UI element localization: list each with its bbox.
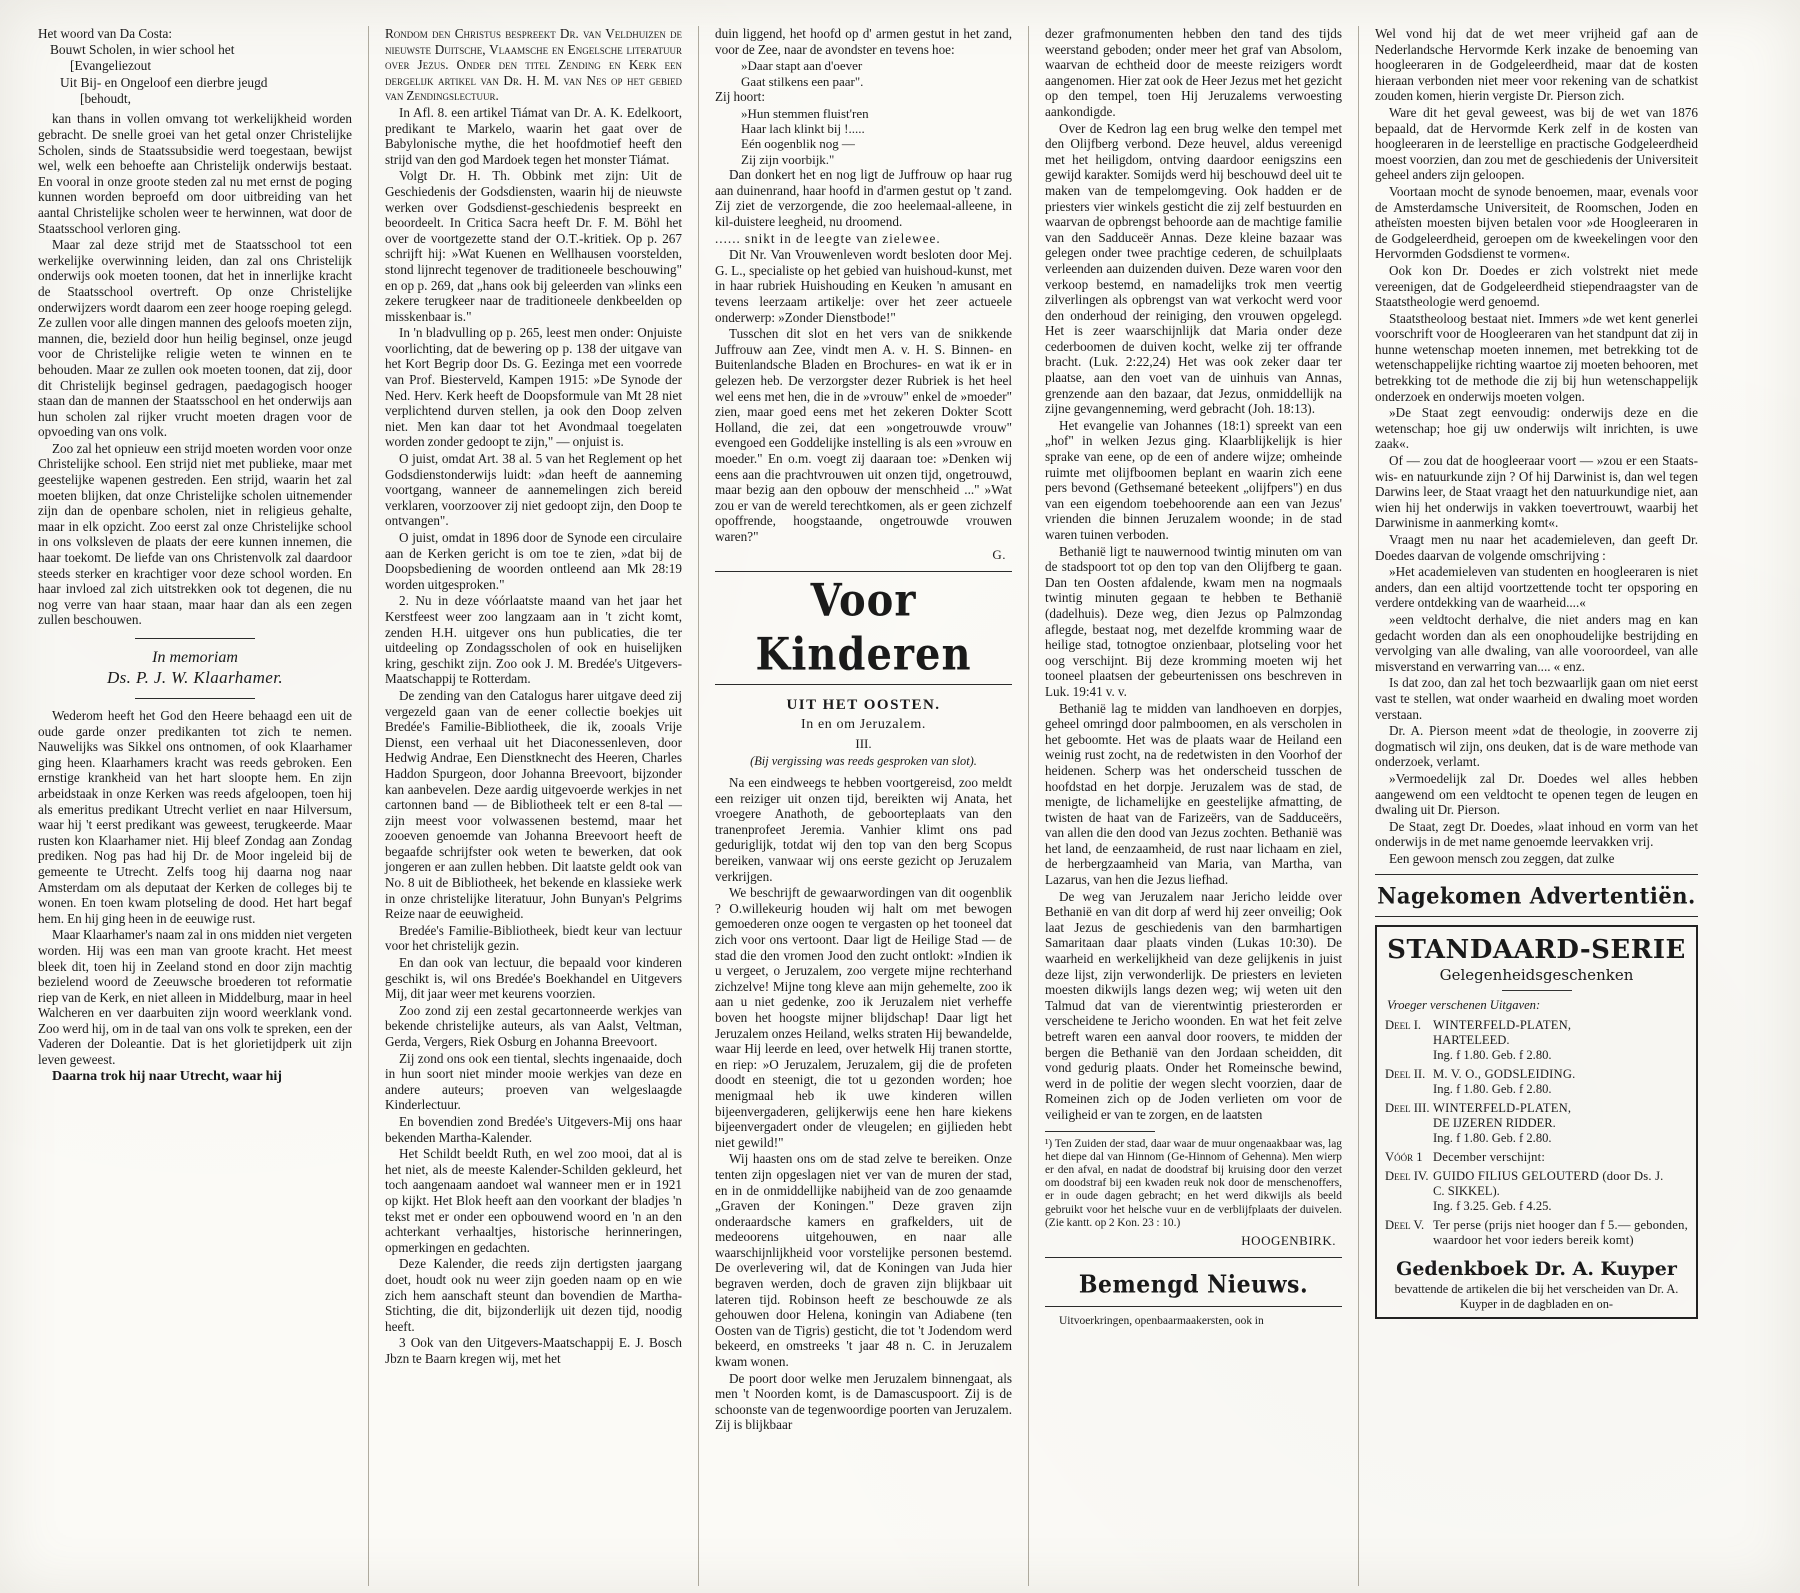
motto-block (38, 42, 352, 108)
section-divider (715, 684, 1012, 685)
body-paragraph: ...... snikt in de leegte van zielewee. (715, 230, 941, 246)
ad-item-label: Deel II. (1385, 1067, 1426, 1082)
ad-intro: Vroeger verschenen Uitgaven: (1387, 998, 1541, 1013)
body-paragraph: Zij zond ons ook een tiental, slechts ingenaaide, doch in hun soort niet minder mooie werkjes van deze en andere auteurs; proeven van welgeslaagde Kinderlectuur. (385, 1050, 682, 1113)
section-divider (135, 698, 255, 699)
column-1 (38, 26, 368, 1586)
article-subheading: In en om Jeruzalem. (801, 717, 926, 733)
body-paragraph: Vraagt men nu naar het academieleven, dan geeft Dr. Doedes daarvan de volgende omschrijving : (1375, 532, 1698, 563)
section-masthead: Voor Kinderen (755, 574, 972, 681)
body-paragraph: »Het academieleven van studenten en hoogleeraren is niet anders, dan een altijd voortzettende tocht ter opsporing en verdere ontdekking van de waarheid....« (1375, 564, 1698, 611)
body-paragraph: De weg van Jeruzalem naar Jericho leidde over Bethanië en van dit dorp af werd hij zeer onveilig; Ook laat Jezus de geschiedenis van den barmhartigen Samaritaan daar plaats vinden (Lukas 10:30). De waarheid en werkelijkheid van deze gelijkenis in juist deze lijst, zijn verwonderlijk. De priesters en levieten moesten dikwijls langs dezen weg; wij weten uit den Talmud dat van de vierentwintig priesterorden er verscheidene te Jericho woonden. En wat het feit zelve betreft waren een aanval door roovers, te midden der bergen die Bethanië van den Jordaan scheidden, dit vond gedurig plaats. Onder het Romeinsche bewind, werd in de politie der wegen slecht voorzien, daar de Romeinen zich op de Joden verlieten om voor de veiligheid er van te zorgen, en de laatsten (1045, 888, 1342, 1122)
ad-subtitle: Gelegenheidsgeschenken (1439, 966, 1634, 985)
body-paragraph: Maar zal deze strijd met de Staatsschool tot een werkelijke overwinning leiden, dan zal ons Christelijk onderwijs ook moeten toonen, dat het in innerlijke kracht de Staatsschool overtreft. Op onze Christelijke onderwijzers wordt daarom een zeer hooge roeping gelegd. Ze zullen voor alle dingen mannen des geloofs moeten zijn, mannen, die, bezield door hun heilig beginsel, onze jeugd voor de Christelijke religie weten te winnen en te behouden. Maar ze zullen ook moeten toonen, dat zij, door dit Christelijk beginsel gedragen, paedagogisch hooger staan dan de mannen der Staatsschool en het onderwijs aan hun scholen zal rijker vrucht moeten dragen voor de opvoeding van ons volk. (38, 237, 352, 440)
body-paragraph: De zending van den Catalogus harer uitgave deed zij vergezeld gaan van de eener collectie boekjes uit Bredée's Familie-Bibliotheek, die ik, zooals Vrije Dienst, een verhaal uit het Diaconessenleven, door Hedwig Andrae, Een Dienstknecht des Heeren, Charles Haddon Spurgeon, door Johanna Breevoort, bijzonder kan aanbevelen. Deze aardig uitgevoerde werkjes in net cartonnen band — de Bibliotheek telt er een 8-tal — zijn meest voor volwassenen bestemd, maar het zooeven genoemde van Johanna Breevoort heeft de begaafde schrijfster ook weten te bewerken, dat ook jongeren er aan zullen hebben. Dit laatste geldt ook van No. 8 uit de Bibliotheek, het bekende en klassieke werk in onze christelijke literatuur, John Bunyan's Pelgrims Reize naar de eeuwigheid. (385, 687, 682, 922)
ad-item-label: Deel V. (1385, 1218, 1425, 1233)
footnote-text: ¹) Ten Zuiden der stad, daar waar de muur ongenaakbaar was, lag het diepe dal van Hinnom (Ge-Hinnom of Gehenna). Men wierp er den afval, en nadat de doodstraf bij kruising door den verzet om doodstraf bij een kwaden reuk nok door de menschenoffers, er in oude dagen gebracht; en het werd dikwijls als beeld gebruikt voor het helsche vuur en de verblijfplaats der duivelen. (Zie kantt. op 2 Kon. 23 : 10.) (1045, 1137, 1342, 1229)
section-divider (135, 638, 255, 639)
body-paragraph: O juist, omdat in 1896 door de Synode een circulaire aan de Kerken gericht is om toe te zien, »dat bij de Doopsbediening de woorden ontleend aan Mk 28:19 worden uitgesproken." (385, 530, 682, 592)
body-paragraph: Het Schildt beeldt Ruth, en wel zoo mooi, dat al is het niet, als de meeste Kalender-Schilden gekleurd, het toch aangenaam aandoet wal wanneer men er in 1921 op kijkt. Het Blok heeft aan den voorkant der bladjes 'n tekst met er onder een opbouwend woord en 'n an den achterkant verhaaltjes, historische herinneringen, opmerkingen en gedachten. (385, 1146, 682, 1255)
body-paragraph: Ook kon Dr. Doedes er zich volstrekt niet mede vereenigen, dat de Godgeleerdheid stiependraagster van de Staatstheologie werd genoemd. (1375, 262, 1698, 310)
body-paragraph: En dan ook van lectuur, die bepaald voor kinderen geschikt is, wil ons Bredée's Boekhandel en Uitgevers Mij, dit jaar weer met keurens voorzien. (385, 955, 682, 1002)
article-part-number: III. (855, 736, 872, 752)
column-2 (368, 26, 698, 1586)
body-paragraph: Rondom den Christus bespreekt Dr. van Veldhuizen de nieuwste Duitsche, Vlaamsche en Engelsche literatuur over Jezus. Onder den titel Zending en Kerk een dergelijk artikel van Dr. H. M. van Nes op het gebied van Zendingslectuur. (385, 26, 682, 104)
body-paragraph: En bovendien zond Bredée's Uitgevers-Mij ons haar bekenden Martha-Kalender. (385, 1113, 682, 1145)
body-paragraph: Volgt Dr. H. Th. Obbink met zijn: Uit de Geschiedenis der Godsdiensten, waarin hij de nieuwste werken over Godsdienst-geschiedenis bespreekt en beoordeelt. In Critica Sacra heeft Dr. F. M. Böhl het over de voortgezette stand der O.T.-kritiek. Op p. 267 schrijft hij: »Wat Kuenen en Wellhausen voorstelden, stond lijnrecht tegenover de traditioneele beschouwing" en op p. 269, dat „hans ook bij geleerden van »links een zekere terugkeer naar de traditioneele denkbeelden op misskenbaar is." (385, 168, 682, 324)
body-paragraph: 3 Ook van den Uitgevers-Maatschappij E. J. Bosch Jbzn te Baarn kregen wij, met het (385, 1335, 682, 1366)
body-paragraph: Dit Nr. Van Vrouwenleven wordt besloten door Mej. G. L., specialiste op het gebied van huishoud-kunst, met in haar rubriek Huishouding en Keuken 'n amusant en tevens leerzaam artikelje: over het zeer actueele onderwerp: »Zonder Dienstbode!" (715, 247, 1012, 325)
ad-item-line: WINTERFELD-PLATEN, (1433, 1018, 1572, 1033)
body-paragraph: We beschrijft de gewaarwordingen van dit oogenblik ? O.willekeurig houden wij halt om met bewogen gemoederen onze oogen te vergasten op het tooneel dat zich voor ons vertoont. Daar ligt de Heilige Stad — de stad die den vromen Jood den zucht ontlokt: »Indien ik u vergeet, o Jeruzalem, zoo vergete mijne rechterhand zichzelve! Mijne tong kleve aan mijn gehemelte, zoo ik aan u niet gedenke, zoo ik Jeruzalem niet verheffe boven het hoogste mijner blijdschap! Daar ligt het Jeruzalem onzes Heiland, welks straten Hij bewandelde, waar Hij leerde en leed, over hetwelk Hij tranen stortte, en riep: »O Jeruzalem, Jeruzalem, gij die de profeten doodt en steenigt, die tot u gezonden worden; hoe menigmaal heb ik uwe kinderen willen bijeenvergaderen, gelijkerwijs eene hen hare kiekens bijeenvergadert onder de vleugelen; en gijlieden hebt niet gewild!" (715, 885, 1012, 1150)
body-paragraph: »Vermoedelijk zal Dr. Doedes wel alles hebben aangewend om een veldtocht te openen tegen de leugen en dwaling uit Dr. Pierson. (1375, 770, 1698, 818)
ad-footer-body: bevattende de artikelen die bij het verscheiden van Dr. A. Kuyper in de dagbladen en on- (1394, 1282, 1679, 1311)
ad-item-line: December verschijnt: (1433, 1150, 1546, 1165)
section-masthead-mixed-news: Bemengd Nieuws. (1078, 1270, 1309, 1299)
section-divider (715, 571, 1012, 572)
page-columns (38, 26, 1770, 1586)
footnote-divider (1045, 1131, 1155, 1132)
ad-list-item[interactable] (1385, 1218, 1688, 1248)
column-5 (1358, 26, 1698, 1586)
ad-title: STANDAARD-SERIE (1387, 935, 1686, 966)
body-paragraph: Na een eindweegs te hebben voortgereisd, zoo meldt een reiziger uit onzen tijd, bereikten wij Anata, het vroegere Anathoth, de geboorteplaats van den tranenprofeet Jeremia. Vanhier klimt ons pad geduriglijk, totdat wij den top van den berg Scopus bereiken, vanwaar wij ons eerste gezicht op Jeruzalem verkrijgen. (715, 775, 1012, 884)
section-divider (1045, 1306, 1342, 1307)
ad-item-label: Vóór 1 (1385, 1150, 1423, 1165)
body-paragraph: Deze Kalender, die reeds zijn dertigsten jaargang doet, houdt ook nu weer zijn goeden naam op en wie zich hem aanschaft steunt dan bovendien de Martha-Stichting, die dit, bijzonderlijk uit dezen tijd, noodig heeft. (385, 1256, 682, 1334)
section-masthead-advertisements: Nagekomen Advertentiën. (1377, 882, 1696, 910)
memoriam-heading (38, 648, 352, 688)
column-4 (1028, 26, 1358, 1586)
body-paragraph: Uitvoerkringen, openbaarmaakersten, ook in (1059, 1314, 1264, 1327)
ad-item-price: Ing. f 3.25. Geb. f 4.25. (1433, 1199, 1552, 1214)
column-3 (698, 26, 1028, 1586)
memoriam-name: Ds. P. J. W. Klaarhamer. (106, 668, 283, 688)
ad-item-line: GUIDO FILIUS GELOUTERD (door Ds. J. (1433, 1169, 1664, 1184)
verse-line: Haar lach klinkt bij !..... (741, 121, 865, 136)
ad-item-body (1433, 1067, 1688, 1097)
verse-line: »Daar stapt aan d'oever (741, 58, 863, 74)
body-paragraph: Dr. A. Pierson meent »dat de theologie, in zooverre zij dogmatisch wil zijn, ons deuken, dat is de ware methode van onderzoek, verlamt. (1375, 723, 1698, 770)
article-heading: UIT HET OOSTEN. (786, 697, 941, 714)
body-paragraph: Bethanië lag te midden van landhoeven en dorpjes, geheel omringd door palmboomen, en als verscholen in het geboomte. Het was de plaats waar de Heiland een weinig rust zocht, na de redetwisten in den Voorhof der heidenen. Scherp was het onderscheid tusschen de hoofdstad en het dorpje. Jeruzalem was de stad, de menigte, de lichamelijke en geestelijke afmatting, de twisten de haat van de Farizeërs, van de Sadduceërs, van allen die den dood van Jezus zochten. Bethanië was het land, de eenzaamheid, de rust naar lichaam en ziel, de herbergzaamheid van Maria, van Martha, van Lazarus, van hen die Jezus liefhad. (1045, 700, 1342, 888)
body-paragraph: Daarna trok hij naar Utrecht, waar hij (52, 1068, 282, 1084)
body-paragraph: Maar Klaarhamer's naam zal in ons midden niet vergeten worden. Hij was een man van groote kracht. Het meest bleek dit, toen hij in Zeeland stond en door zijn machtig bezielend woord de Zeeuwsche broederen tot reformatie riep van de Kerk, en niet alleen in Middelburg, maar in heel Walcheren en ver daarbuiten zijn woord weerklank vond. Zoo werd hij, om in de taal van ons volk te spreken, een der Vaderen der Doleantie. Dat is het glorietijdperk uit zijn leven geweest. (38, 927, 352, 1068)
body-paragraph: Zij hoort: (715, 89, 765, 104)
body-paragraph: Of — zou dat de hoogleeraar voort — »zou er een Staats- wis- en natuurkunde zijn ? Of hij Darwinist is, dan wel tegen Darwins leer, de Staat vraagt het den natuurkundige niet, aan wien hij het onderwijs in vakken toevertrouwt, waarbij het Darwinisme in aanmerking komt«. (1375, 453, 1698, 531)
body-paragraph: O juist, omdat Art. 38 al. 5 van het Reglement op het Godsdienstonderwijs luidt: »dan heeft de aanneming voortgang, wanneer de aannemelingen zich bereid verklaren, voorzoover zij niet gedoopt zijn, den Doop te ontvangen". (385, 451, 682, 529)
body-paragraph: duin liggend, het hoofd op d' armen gestut in het zand, voor de Zee, naar de avondster en tevens hoe: (715, 26, 1012, 57)
ad-item-price: Ing. f 1.80. Geb. f 2.80. (1433, 1048, 1552, 1063)
ad-item-price: Ing. f 1.80. Geb. f 2.80. (1433, 1131, 1552, 1146)
body-paragraph: Dan donkert het en nog ligt de Juffrouw op haar rug aan duinenrand, haar hoofd in d'armen gestut op 't zand. Zij ziet de verzorgende, die zoo heelemaal-alleene, in kil-duistere leegheid, nu droomend. (715, 167, 1012, 229)
motto-title: Het woord van Da Costa: (38, 26, 173, 41)
ad-item-line: DE IJZEREN RIDDER. (1433, 1116, 1556, 1131)
ad-item-label: Deel III. (1385, 1101, 1430, 1116)
body-paragraph: Wederom heeft het God den Heere behaagd een uit de oude garde onzer predikanten tot zich te nemen. Nauwelijks was Sikkel ons ontnomen, of ook Klaarhamer ging heen. Klaarhamers kracht was reeds gebroken. Een ernstige krankheid van het hart sloopte hem. En zijn arbeidstaak in onze Kerken was reeds afgeloopen, toen hij als emeritus predikant Utrecht verliet en naar Hilversum, waar hij 't eerst predikant was geweest, terugkeerde. Maar rusten kon Klaarhamer niet. Hij bleef Zondag aan Zondag prediken. Nog pas had hij Dr. de Moor ingeleid bij de gemeente te Utrecht. Zelfs toog hij daarna nog naar Amsterdam om als deputaat der Kerken de colleges bij te wonen. En toen kwam plotseling de dood. Het hart begaf hem. En hij ging heen in de eeuwige rust. (38, 708, 352, 926)
ad-item-price: Ing. f 1.80. Geb. f 2.80. (1433, 1082, 1552, 1097)
body-paragraph: Bethanië ligt te nauwernood twintig minuten om van de stadspoort tot op den top van den Olijfberg te gaan. Dan ten Oosten afdalende, kwam men na nogmaals twintig minuten gegaan te hebben te Bethanië (dadelhuis). Deze weg, dien Jezus op Palmzondag aflegde, bestaat nog, met dezelfde kromming waar de heilige stad, totnogtoe onzienbaar, plotseling voor het oog verschijnt. Bij deze kromming moeten wij het tooneel plaatsen der gebeurtenissen ons beschreven in Luk. 19:41 v. v. (1045, 543, 1342, 699)
body-paragraph: Tusschen dit slot en het vers van de snikkende Juffrouw aan Zee, vindt men A. v. H. S. Binnen- en Buitenlandsche Bladen en Brochures- en wat ik er in gelezen heb. De verzorgster dezer Rubriek is het heel wel eens met hen, die in de »vrouw" enkel de »moeder" zien, maar goed eens met het zekeren Dokter Scott Holland, die zei, dat een »ongetrouwde vrouw" evengoed een Goddelijke instelling is als een »vrouw en moeder." En o.m. voegt zij daaraan toe: »Denken wij eens aan die prachtvrouwen uit onzen tijd, ongetrouwd, maar bezig aan den opbouw der menschheid ..." »Wat zou er van de wereld terechtkomen, als er geen zichzelf opoffrende, hoogstaande, ongetrouwde vrouwen waren?" (715, 326, 1012, 544)
article-note: (Bij vergissing was reeds gesproken van slot). (750, 754, 977, 769)
ad-item-line: M. V. O., GODSLEIDING. (1433, 1067, 1576, 1082)
body-paragraph: Wel vond hij dat de wet meer vrijheid gaf aan de Nederlandsche Hervormde Kerk inzake de benoeming van hoogleeraren in de Godgeleerdheid, maar dat de kosten hieraan verbonden niet meer voor rekening van de schatkist zouden komen, hierin vergiste Dr. Pierson zich. (1375, 26, 1698, 104)
motto-line-4: [behoudt, (80, 91, 131, 107)
body-paragraph: Zoo zal het opnieuw een strijd moeten worden voor onze Christelijke school. Een strijd niet met publieke, maar met geestelijke wapenen gestreden. Een strijd, waarin het zal moeten blijken, dat onze Christelijke scholen uitnemender zijn dan de openbare scholen, niet in religieus gehalte, maar in elk opzicht. Zoo eerst zal onze Christelijke school in ons volksleven de plaats der eere kunnen innemen, die haar toekomt. De liefde van ons Christenvolk zal daardoor steeds sterker en krachtiger voor deze school worden. En haar invloed zal zich uitstrekken ook tot degenen, die nu nog verre van haar staan, maar haar dan als een zegen zullen beschouwen. (38, 440, 352, 628)
ad-item-line: C. SIKKEL). (1433, 1184, 1500, 1199)
body-paragraph: Is dat zoo, dan zal het toch bezwaarlijk gaan om niet eerst vast te stellen, wat onder waarheid en dwaling moet worden verstaan. (1375, 675, 1698, 722)
ad-item-label: Deel IV. (1385, 1169, 1429, 1184)
ad-item-line: HARTELEED. (1433, 1033, 1510, 1048)
advertisement-standaard-serie[interactable] (1375, 925, 1698, 1319)
memoriam-title: In memoriam (152, 649, 238, 667)
motto-line-3: Uit Bij- en Ongeloof een dierbre jeugd (60, 74, 268, 90)
body-paragraph: Over de Kedron lag een brug welke den tempel met den Olijfberg verbond. Deze heuvel, aldus vereenigd met het heiligdom, ontving daardoor eenigszins een gewijd karakter. Somijds werd hij beschouwd deel uit te maken van de tempelomgeving. Ook hadden er de priesters vier winkels gesticht die zij zelf bestuurden en waarvan de opbrengst behoorde aan de machtige familie van den Sadduceër Annas. Deze kleine bazaar was gelegen onder twee prachtige cederen, de schuilplaats verleenden aan duizenden duiven. Deze waren voor den verkoop bestemd, en namadelijks trok men veertig zilverlingen als opbrengst van wat verkocht werd voor den onderhoud der reiniging, den vrouwen opgelegd. Het is zeer waarschijnlijk dat Maria onder deze cederboomen de duiven kocht, welke zij ter offrande bracht. (Luk. 2:22,24) Het was ook zeker daar ter plaatse, aan den voet van de uinhuis van Annas, grenzende aan den bazaar, dat Jezus, onmiddellijk na zijne gevangenneming, werd gebracht (Joh. 18:13). (1045, 120, 1342, 417)
ad-list-item[interactable] (1385, 1067, 1688, 1097)
verse-line: Gaat stilkens een paar". (741, 73, 864, 89)
body-paragraph: Zoo zond zij een zestal gecartonneerde werkjes van bekende christelijke auteurs, als van Aalst, Veltman, Gerda, Vergers, Riek Osburg en Johanna Breevoort. (385, 1002, 682, 1049)
verse-line: Zij zijn voorbijk." (741, 151, 835, 167)
article-signature: G. (992, 547, 1006, 563)
ad-item-body (1433, 1018, 1688, 1063)
verse-line: »Hun stemmen fluist'ren (741, 105, 869, 121)
ad-item-line: Ter perse (prijs niet hooger dan f 5.— gebonden, waardoor het voor ieders bereik komt) (1433, 1218, 1688, 1248)
body-paragraph: Een gewoon mensch zou zeggen, dat zulke (1389, 850, 1615, 866)
body-paragraph: Wij haasten ons om de stad zelve te bereiken. Onze tenten zijn opgeslagen niet ver van de muren der stad, en in de onmiddellijke nabijheid van de zoo genaamde „Graven der Koningen." Deze graven zijn onderaardsche kamers en grafkelders, uit de medeoorens uitgehouwen, en naar alle waarschijnlijkheid voor vorstelijke personen bestemd. De overlevering wil, dat de Koningen van Juda hier begraven werden, doch de graven zijn blijkbaar uit lateren tijd. Robinson heeft ze beschouwde ze als gehouwen door Helena, koningin van Adiabene (ten Oosten van de Tigris) gesticht, die tot 't Jodendom werd bekeerd, en omstreeks 't jaar 48 n. C. in Jeruzalem kwam wonen. (715, 1151, 1012, 1370)
ad-item-body (1433, 1218, 1688, 1248)
body-paragraph: In Afl. 8. een artikel Tiámat van Dr. A. K. Edelkoort, predikant te Markelo, waarin het gaat over de Babylonische mythe, die het hoofdmotief heeft den strijd van den god Mardoek tegen het monster Tiámat. (385, 104, 682, 167)
verse-line: Eén oogenblik nog — (741, 136, 855, 152)
ad-list-item[interactable] (1385, 1101, 1688, 1146)
body-paragraph: »De Staat zegt eenvoudig: onderwijs deze en die wetenschap; hoe gij uw onderwijs wilt inrichten, is uwe zaak«. (1375, 405, 1698, 452)
ad-item-body (1433, 1169, 1688, 1214)
ad-list-item (1385, 1150, 1688, 1165)
body-paragraph: Staatstheoloog bestaat niet. Immers »de wet kent generlei voorschrift voor de Hoogleeraren van het standpunt dat zij in hunne wetenschap moeten innemen, met betrekking tot de wetenschappelijke richting waartoe zij moeten behooren, met betrekking tot de methode die zij bij hun wetenschappelijk onderzoek en onderwijs moeten volgen. (1375, 310, 1698, 404)
motto-line-2: [Evangeliezout (70, 58, 152, 74)
body-paragraph: De Staat, zegt Dr. Doedes, »laat inhoud en vorm van het onderwijs in de met name genoemde leervakken vrij. (1375, 818, 1698, 850)
section-divider (1375, 916, 1698, 917)
ad-item-label: Deel I. (1385, 1018, 1422, 1033)
ad-item-body (1433, 1101, 1688, 1146)
section-divider (1375, 874, 1698, 875)
body-paragraph: dezer grafmonumenten hebben den tand des tijds weerstand geboden; onder meer het graf van Absolom, waarvan de echtheid door de meeste reizigers wordt aangenomen. Hier zat ook de Heer Jezus met het gezicht op den tempel, toen Hij Jeruzalems verwoesting aankondigde. (1045, 26, 1342, 119)
body-paragraph: De poort door welke men Jeruzalem binnengaat, als men 't Noorden komt, is de Damascuspoort. Zij is de schoonste van de tegenwoordige poorten van Jeruzalem. Zij is blijkbaar (715, 1370, 1012, 1433)
ad-list-item[interactable] (1385, 1169, 1688, 1214)
motto-line-1: Bouwt Scholen, in wier school het (50, 41, 235, 57)
body-paragraph: In 'n bladvulling op p. 265, leest men onder: Onjuiste voorlichting, dat de bewering op p. 138 der uitgave van het Kort Begrip door Ds. G. Eezinga met een voorrede van Prof. Biesterveld, Kampen 1915: »De Synode der Ned. Herv. Kerk heeft de Doopsformule van Mt 28 niet verplichtend durven stellen, ja ook den Doop zelven niet. Men kan daar tot het Avondmaal toegelaten worden zonder gedoopt te zijn," — onjuist is. (385, 325, 682, 450)
body-paragraph: 2. Nu in deze vóórlaatste maand van het jaar het Kerstfeest weer zoo langzaam aan in 't zicht komt, zenden H.H. uitgever ons hun publicaties, die ter uitdeeling op Zondagsscholen of ook en huiselijken kring, geschikt zijn. Zoo ook J. M. Bredée's Uitgevers-Maatschappij te Rotterdam. (385, 593, 682, 687)
ad-item-body (1433, 1150, 1688, 1165)
ad-footer-title: Gedenkboek Dr. A. Kuyper (1396, 1258, 1677, 1281)
ad-item-line: WINTERFELD-PLATEN, (1433, 1101, 1572, 1116)
body-paragraph: Bredée's Familie-Bibliotheek, biedt keur van lectuur voor het christelijk gezin. (385, 922, 682, 954)
ad-divider (1502, 990, 1572, 991)
section-divider (1045, 1257, 1342, 1258)
body-paragraph: kan thans in vollen omvang tot werkelijkheid worden gebracht. De snelle groei van het getal onzer Christelijke Scholen, sinds de Staatssubsidie werd toegestaan, bewijst wel, welk een behoefte aan Christelijk onderwijs bestaat. En vooral in onze groote steden zal nu met ernst de poging kunnen worden beproefd om door uitbreiding van het aantal Christelijke scholen weer te herwinnen, wat door de Staatsschool verloren ging. (38, 111, 352, 236)
ad-list-item[interactable] (1385, 1018, 1688, 1063)
body-paragraph: Ware dit het geval geweest, was bij de wet van 1876 bepaald, dat de Hervormde Kerk zelf in de kosten van hoogleeraren in de leerstellige en practische Godgeleerdheid moest voorzien, dan zou met de geschiedenis der Universiteit geheel anders zijn geloopen. (1375, 104, 1698, 183)
body-paragraph: »een veldtocht derhalve, die niet anders mag en kan gedacht worden dan als een onophoudelijke bestrijding en vervolging van alle dwaling, van alle vooroordeel, van alle misverstand en verwarring van.... « enz. (1375, 611, 1698, 674)
article-signature: HOOGENBIRK. (1241, 1232, 1336, 1248)
body-paragraph: Voortaan mocht de synode benoemen, maar, evenals voor de Amsterdamsche Universiteit, de Roomschen, Joden en atheïsten moesten bijven betalen voor »de Hoogleeraren in de Godgeleerdheid, geroepen om de kweekelingen voor den Hervormden Godsdienst te vormen«. (1375, 183, 1698, 262)
body-paragraph: Het evangelie van Johannes (18:1) spreekt van een „hof" in welken Jezus ging. Klaarblijkelijk is hier sprake van eene, op de een of andere wijze; omheinde ruimte met olijfboomen beplant en waarin zich eene pers bevond (Gethsemané beteekent „olijfpers") en dus van een eigendom toebehoorende aan een van Jezus' vrienden die binnen Jeruzalem woonde; in de stad waren tuinen verboden. (1045, 417, 1342, 542)
